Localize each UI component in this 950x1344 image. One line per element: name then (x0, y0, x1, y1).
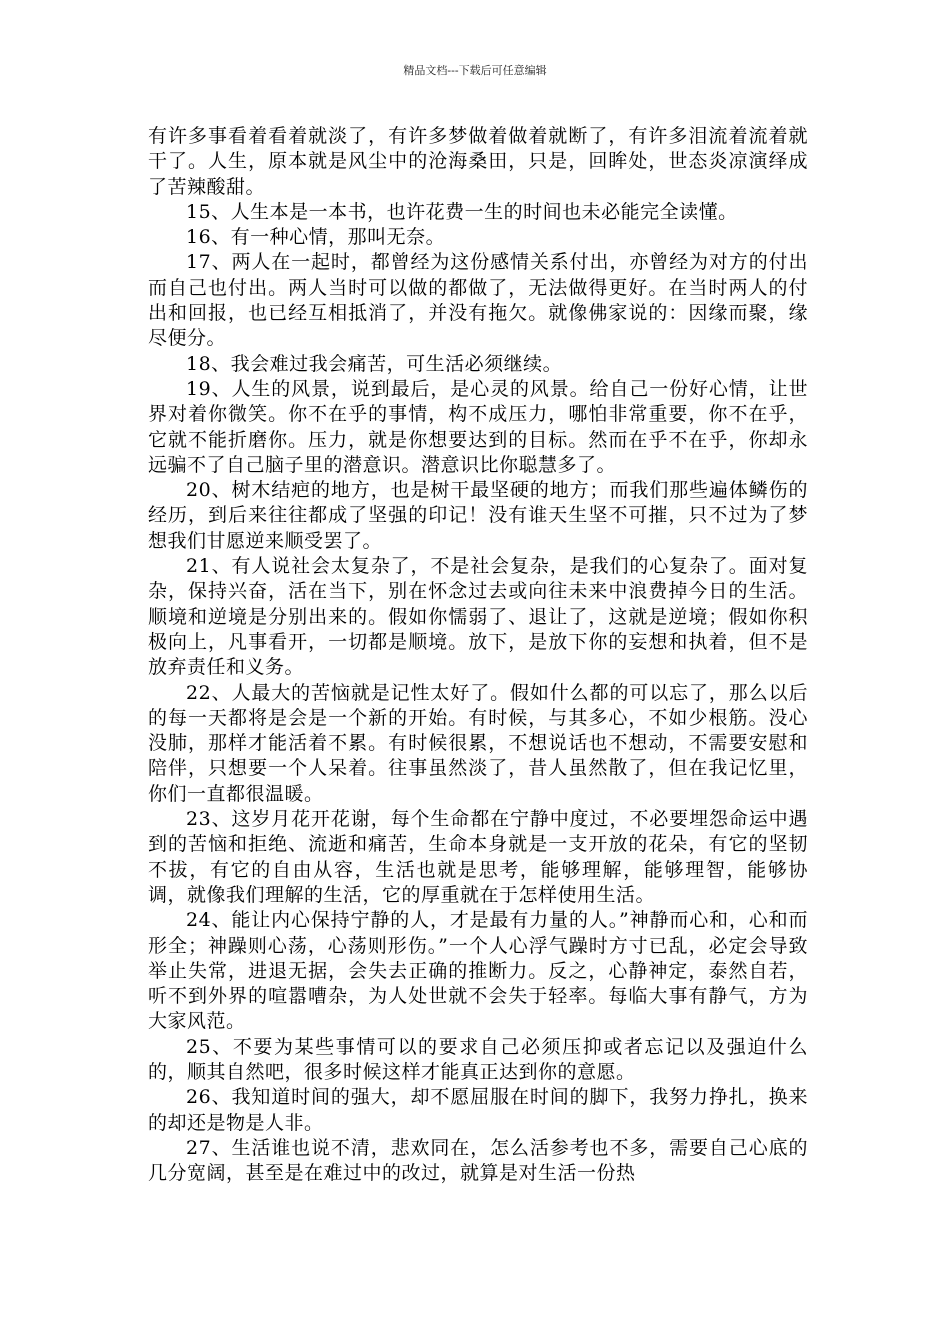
document-body (148, 124, 808, 1186)
paragraph: 17、两人在一起时，都曾经为这份感情关系付出，亦曾经为对方的付出而自己也付出。两人当时可以做的都做了，无法做得更好。在当时两人的付出和回报，也已经互相抵消了，并没有拖欠。就像佛家说的：因缘而聚，缘尽便分。 (148, 251, 808, 350)
paragraph: 24、能让内心保持宁静的人，才是最有力量的人。”神静而心和，心和而形全；神躁则心荡，心荡则形伤。”一个人心浮气躁时方寸已乱，必定会导致举止失常，进退无据，会失去正确的推断力。反之，心静神定，泰然自若，听不到外界的喧嚣嘈杂，为人处世就不会失于轻率。每临大事有静气，方为大家风范。 (148, 909, 808, 1033)
paragraph: 15、人生本是一本书，也许花费一生的时间也未必能完全读懂。 (186, 200, 738, 223)
paragraph: 27、生活谁也说不清，悲欢同在，怎么活参考也不多，需要自己心底的几分宽阔，甚至是在难过中的改过，就算是对生活一份热 (148, 1136, 808, 1185)
paragraph: 23、这岁月花开花谢，每个生命都在宁静中度过，不必要埋怨命运中遇到的苦恼和拒绝、流逝和痛苦，生命本身就是一支开放的花朵，有它的坚韧不拔，有它的自由从容，生活也就是思考，能够理解，能够理智，能够协调，就像我们理解的生活，它的厚重就在于怎样使用生活。 (148, 808, 808, 906)
paragraph: 22、人最大的苦恼就是记性太好了。假如什么都的可以忘了，那么以后的每一天都将是会是一个新的开始。有时候，与其多心，不如少根筋。没心没肺，那样才能活着不累。有时候很累，不想说话也不想动，不需要安慰和陪伴，只想要一个人呆着。往事虽然淡了，昔人虽然散了，但在我记忆里，你们一直都很温暖。 (148, 681, 808, 805)
paragraph: 25、不要为某些事情可以的要求自己必须压抑或者忘记以及强迫什么的，顺其自然吧，很多时候这样才能真正达到你的意愿。 (148, 1035, 808, 1083)
paragraph: 18、我会难过我会痛苦，可生活必须继续。 (186, 352, 563, 375)
paragraph: 有许多事看着看着就淡了，有许多梦做着做着就断了，有许多泪流着流着就干了。人生，原本就是风尘中的沧海桑田，只是，回眸处，世态炎凉演绎成了苦辣酸甜。 (148, 125, 808, 198)
paragraph: 26、我知道时间的强大，却不愿屈服在时间的脚下，我努力挣扎，换来的却还是物是人非。 (148, 1086, 808, 1134)
paragraph: 21、有人说社会太复杂了，不是社会复杂，是我们的心复杂了。面对复杂，保持兴奋，活在当下，别在怀念过去或向往未来中浪费掉今日的生活。顺境和逆境是分别出来的。假如你懦弱了、退让了，这就是逆境；假如你积极向上，凡事看开，一切都是顺境。放下，是放下你的妄想和执着，但不是放弃责任和义务。 (148, 555, 808, 679)
paragraph: 20、树木结疤的地方，也是树干最坚硬的地方；而我们那些遍体鳞伤的经历，到后来往往都成了坚强的印记！没有谁天生坚不可摧，只不过为了梦想我们甘愿逆来顺受罢了。 (148, 479, 808, 552)
paragraph: 19、人生的风景，说到最后，是心灵的风景。给自己一份好心情，让世界对着你微笑。你不在乎的事情，构不成压力，哪怕非常重要，你不在乎，它就不能折磨你。压力，就是你想要达到的目标。然而在乎不在乎，你却永远骗不了自己脑子里的潜意识。潜意识比你聪慧多了。 (148, 377, 808, 476)
page-header: 精品文档---下载后可任意编辑 (403, 64, 547, 77)
paragraph: 16、有一种心情，那叫无奈。 (186, 226, 446, 249)
